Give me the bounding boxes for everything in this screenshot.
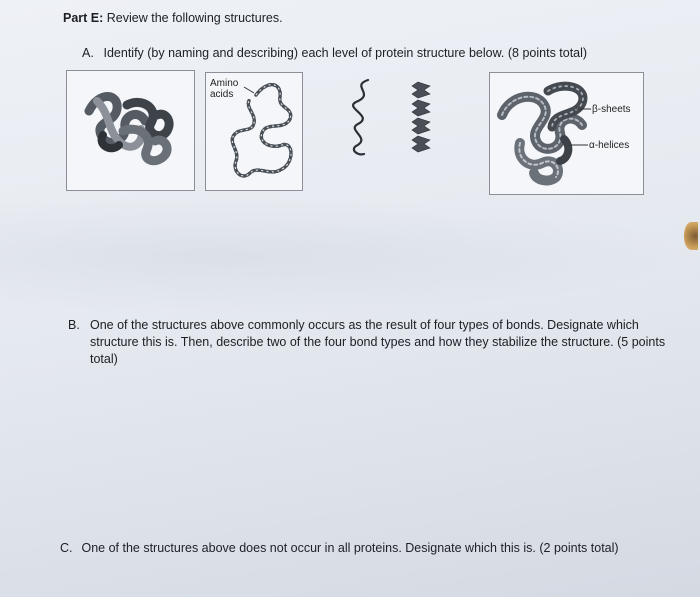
question-a-letter: A. xyxy=(82,46,94,60)
amino-acid-chain-drawing xyxy=(206,73,302,190)
question-a-text: Identify (by naming and describing) each level of protein structure below. (8 points total) xyxy=(103,46,588,60)
quaternary-structure-figure xyxy=(66,70,195,191)
question-c xyxy=(60,540,690,557)
beta-sheets-label: β-sheets xyxy=(592,104,631,115)
alpha-helices-label: α-helices xyxy=(589,140,630,151)
primary-structure-figure xyxy=(205,72,303,191)
paper-shadow xyxy=(0,195,700,315)
question-b-text: One of the structures above commonly occurs as the result of four types of bonds. Designate which structure this is. Then, describe two of the four bond types and how they stabilize the structure. (5 points total) xyxy=(90,318,666,366)
question-b-letter: B. xyxy=(68,318,80,332)
binder-clip xyxy=(684,222,698,250)
part-title xyxy=(63,11,283,25)
quaternary-structure-drawing xyxy=(67,71,194,190)
tertiary-structure-figure xyxy=(489,72,644,195)
amino-label-line1: Amino xyxy=(210,78,239,89)
secondary-structure-drawing xyxy=(346,74,436,164)
tertiary-structure-drawing xyxy=(490,73,643,194)
amino-label-line2: acids xyxy=(210,89,234,100)
question-a xyxy=(82,45,587,62)
part-label: Part E: xyxy=(63,11,104,25)
question-c-letter: C. xyxy=(60,541,73,555)
question-c-text: One of the structures above does not occur in all proteins. Designate which this is. (2 points total) xyxy=(81,541,619,555)
part-title-text: Review the following structures. xyxy=(106,11,283,25)
question-b xyxy=(68,317,668,366)
